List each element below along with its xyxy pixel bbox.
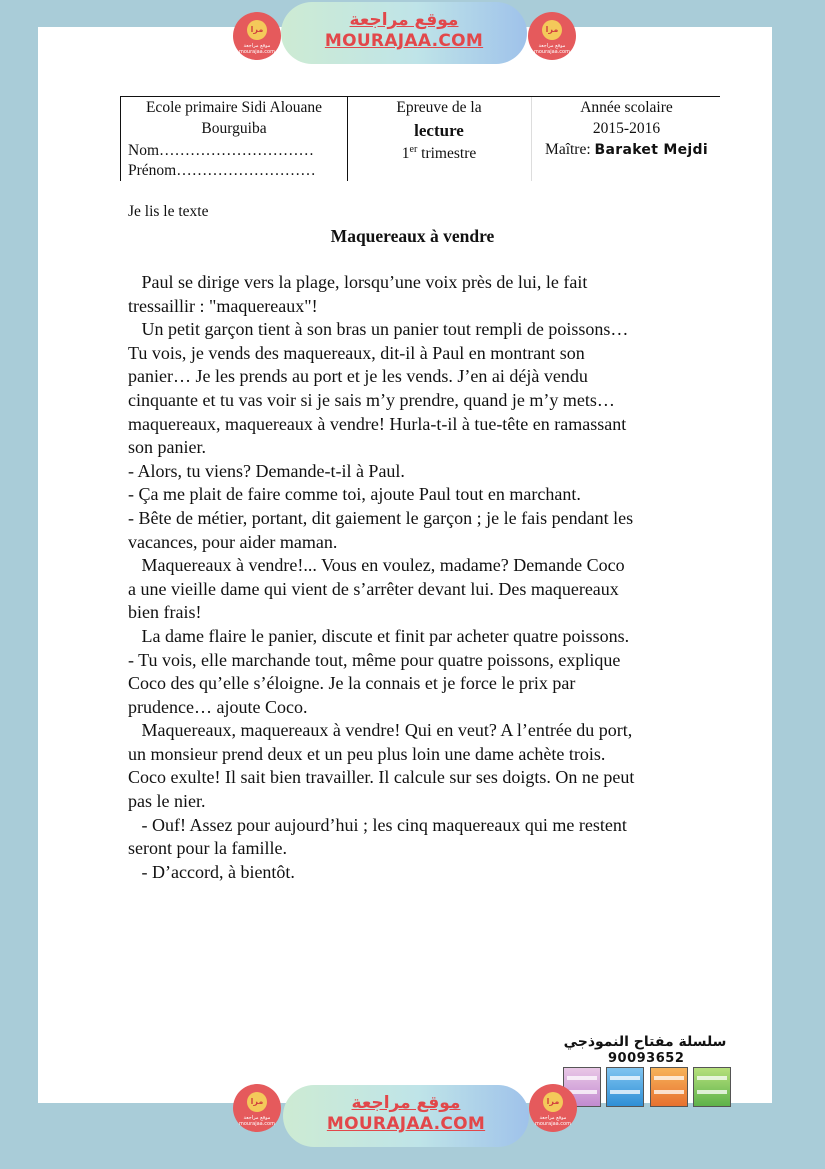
maitre-name: Baraket Mejdi [594, 142, 708, 158]
prenom-field: Prénom……………………… [128, 162, 316, 179]
phone-number: 90093652 [608, 1051, 685, 1066]
banner-arabic: موقع مراجعة [351, 1093, 461, 1113]
book-cover-icon [606, 1067, 644, 1107]
year-cell [531, 97, 721, 181]
text-line: Maquereaux, maquereaux à vendre! Qui en veut? A l’entrée du port, [128, 720, 633, 741]
text-line: a une vieille dame qui vient de s’arrêter devant lui. Des maquereaux [128, 578, 619, 599]
school-years: 2015-2016 [592, 120, 661, 137]
text-line: - Tu vois, elle marchande tout, même pour quatre poissons, explique [128, 649, 621, 670]
maitre-label: Maître: [545, 141, 591, 158]
trimestre-label [347, 144, 531, 163]
text-title: Maquereaux à vendre [330, 226, 495, 246]
site-logo-left-bottom [233, 1084, 281, 1132]
text-line: - Bête de métier, portant, dit gaiement le garçon ; je le fais pendant les [128, 507, 634, 528]
epreuve-label: Epreuve de la [396, 99, 482, 116]
reading-text [128, 271, 708, 884]
site-logo-left-top [233, 12, 281, 60]
maitre-line [532, 141, 721, 159]
text-line: - Alors, tu viens? Demande-t-il à Paul. [128, 460, 405, 481]
logo-mark: مرا [542, 20, 562, 40]
text-line: panier… Je les prends au port et je les vends. J’en ai déjà vendu [128, 366, 588, 387]
logo-sub: موقع مراجعة mourajaa.com [238, 1115, 275, 1127]
logo-mark: مرا [543, 1092, 563, 1112]
school-cell [120, 97, 348, 181]
text-line: Maquereaux à vendre!... Vous en voulez, madame? Demande Coco [128, 555, 625, 576]
text-line: son panier. [128, 437, 206, 458]
text-line: bien frais! [128, 602, 202, 623]
book-series-label: سلسلة مفتاح النموذجي [563, 1034, 727, 1050]
school-name-line2: Bourguiba [201, 120, 267, 137]
exam-header [120, 96, 720, 181]
instruction: Je lis le texte [128, 203, 209, 220]
logo-mark: مرا [247, 20, 267, 40]
banner-site-link[interactable]: MOURAJAA.COM [326, 1114, 486, 1134]
exam-cell [347, 97, 531, 181]
text-line: tressaillir : "maquereaux"! [128, 295, 318, 316]
text-line: - Ça me plait de faire comme toi, ajoute Paul tout en marchant. [128, 484, 581, 505]
annee-label: Année scolaire [580, 99, 673, 116]
text-line: - D’accord, à bientôt. [128, 861, 295, 882]
logo-sub: موقع مراجعة mourajaa.com [238, 43, 275, 55]
logo-sub: موقع مراجعة mourajaa.com [534, 1115, 571, 1127]
subject-label: lecture [414, 121, 464, 140]
text-line: prudence… ajoute Coco. [128, 696, 308, 717]
book-cover-icon [650, 1067, 688, 1107]
banner-arabic: موقع مراجعة [349, 10, 459, 30]
text-line: un monsieur prend deux et un peu plus loin une dame achète trois. [128, 743, 606, 764]
trimestre-word: trimestre [421, 145, 477, 163]
banner-site-link[interactable]: MOURAJAA.COM [324, 31, 484, 51]
text-line: maquereaux, maquereaux à vendre! Hurla-t-il à tue-tête en ramassant [128, 413, 627, 434]
trimestre-suffix: er [409, 144, 418, 155]
book-cover-icon [693, 1067, 731, 1107]
text-line: cinquante et tu vas voir si je sais m’y prendre, quand je m’y mets… [128, 389, 615, 410]
text-line: pas le nier. [128, 791, 206, 812]
logo-sub: موقع مراجعة mourajaa.com [533, 43, 570, 55]
text-line: Coco exulte! Il sait bien travailler. Il calcule sur ses doigts. On ne peut [128, 767, 635, 788]
site-logo-right-top [528, 12, 576, 60]
text-line: seront pour la famille. [128, 838, 287, 859]
text-line: Un petit garçon tient à son bras un panier tout rempli de poissons… [128, 319, 629, 340]
text-line: - Ouf! Assez pour aujourd’hui ; les cinq maquereaux qui me restent [128, 814, 627, 835]
text-line: vacances, pour aider maman. [128, 531, 338, 552]
nom-field: Nom………………………… [128, 142, 314, 159]
site-logo-right-bottom [529, 1084, 577, 1132]
text-line: Coco des qu’elle s’éloigne. Je la connais et je force le prix par [128, 673, 576, 694]
trimestre-number: 1 [401, 145, 410, 163]
text-line: La dame flaire le panier, discute et finit par acheter quatre poissons. [128, 625, 630, 646]
text-line: Tu vois, je vends des maquereaux, dit-il à Paul en montrant son [128, 342, 585, 363]
text-line: Paul se dirige vers la plage, lorsqu’une voix près de lui, le fait [128, 272, 588, 292]
school-name: Ecole primaire Sidi Alouane [145, 99, 323, 116]
site-banner-bottom[interactable] [283, 1085, 529, 1147]
site-banner-top[interactable] [281, 2, 527, 64]
logo-mark: مرا [247, 1092, 267, 1112]
